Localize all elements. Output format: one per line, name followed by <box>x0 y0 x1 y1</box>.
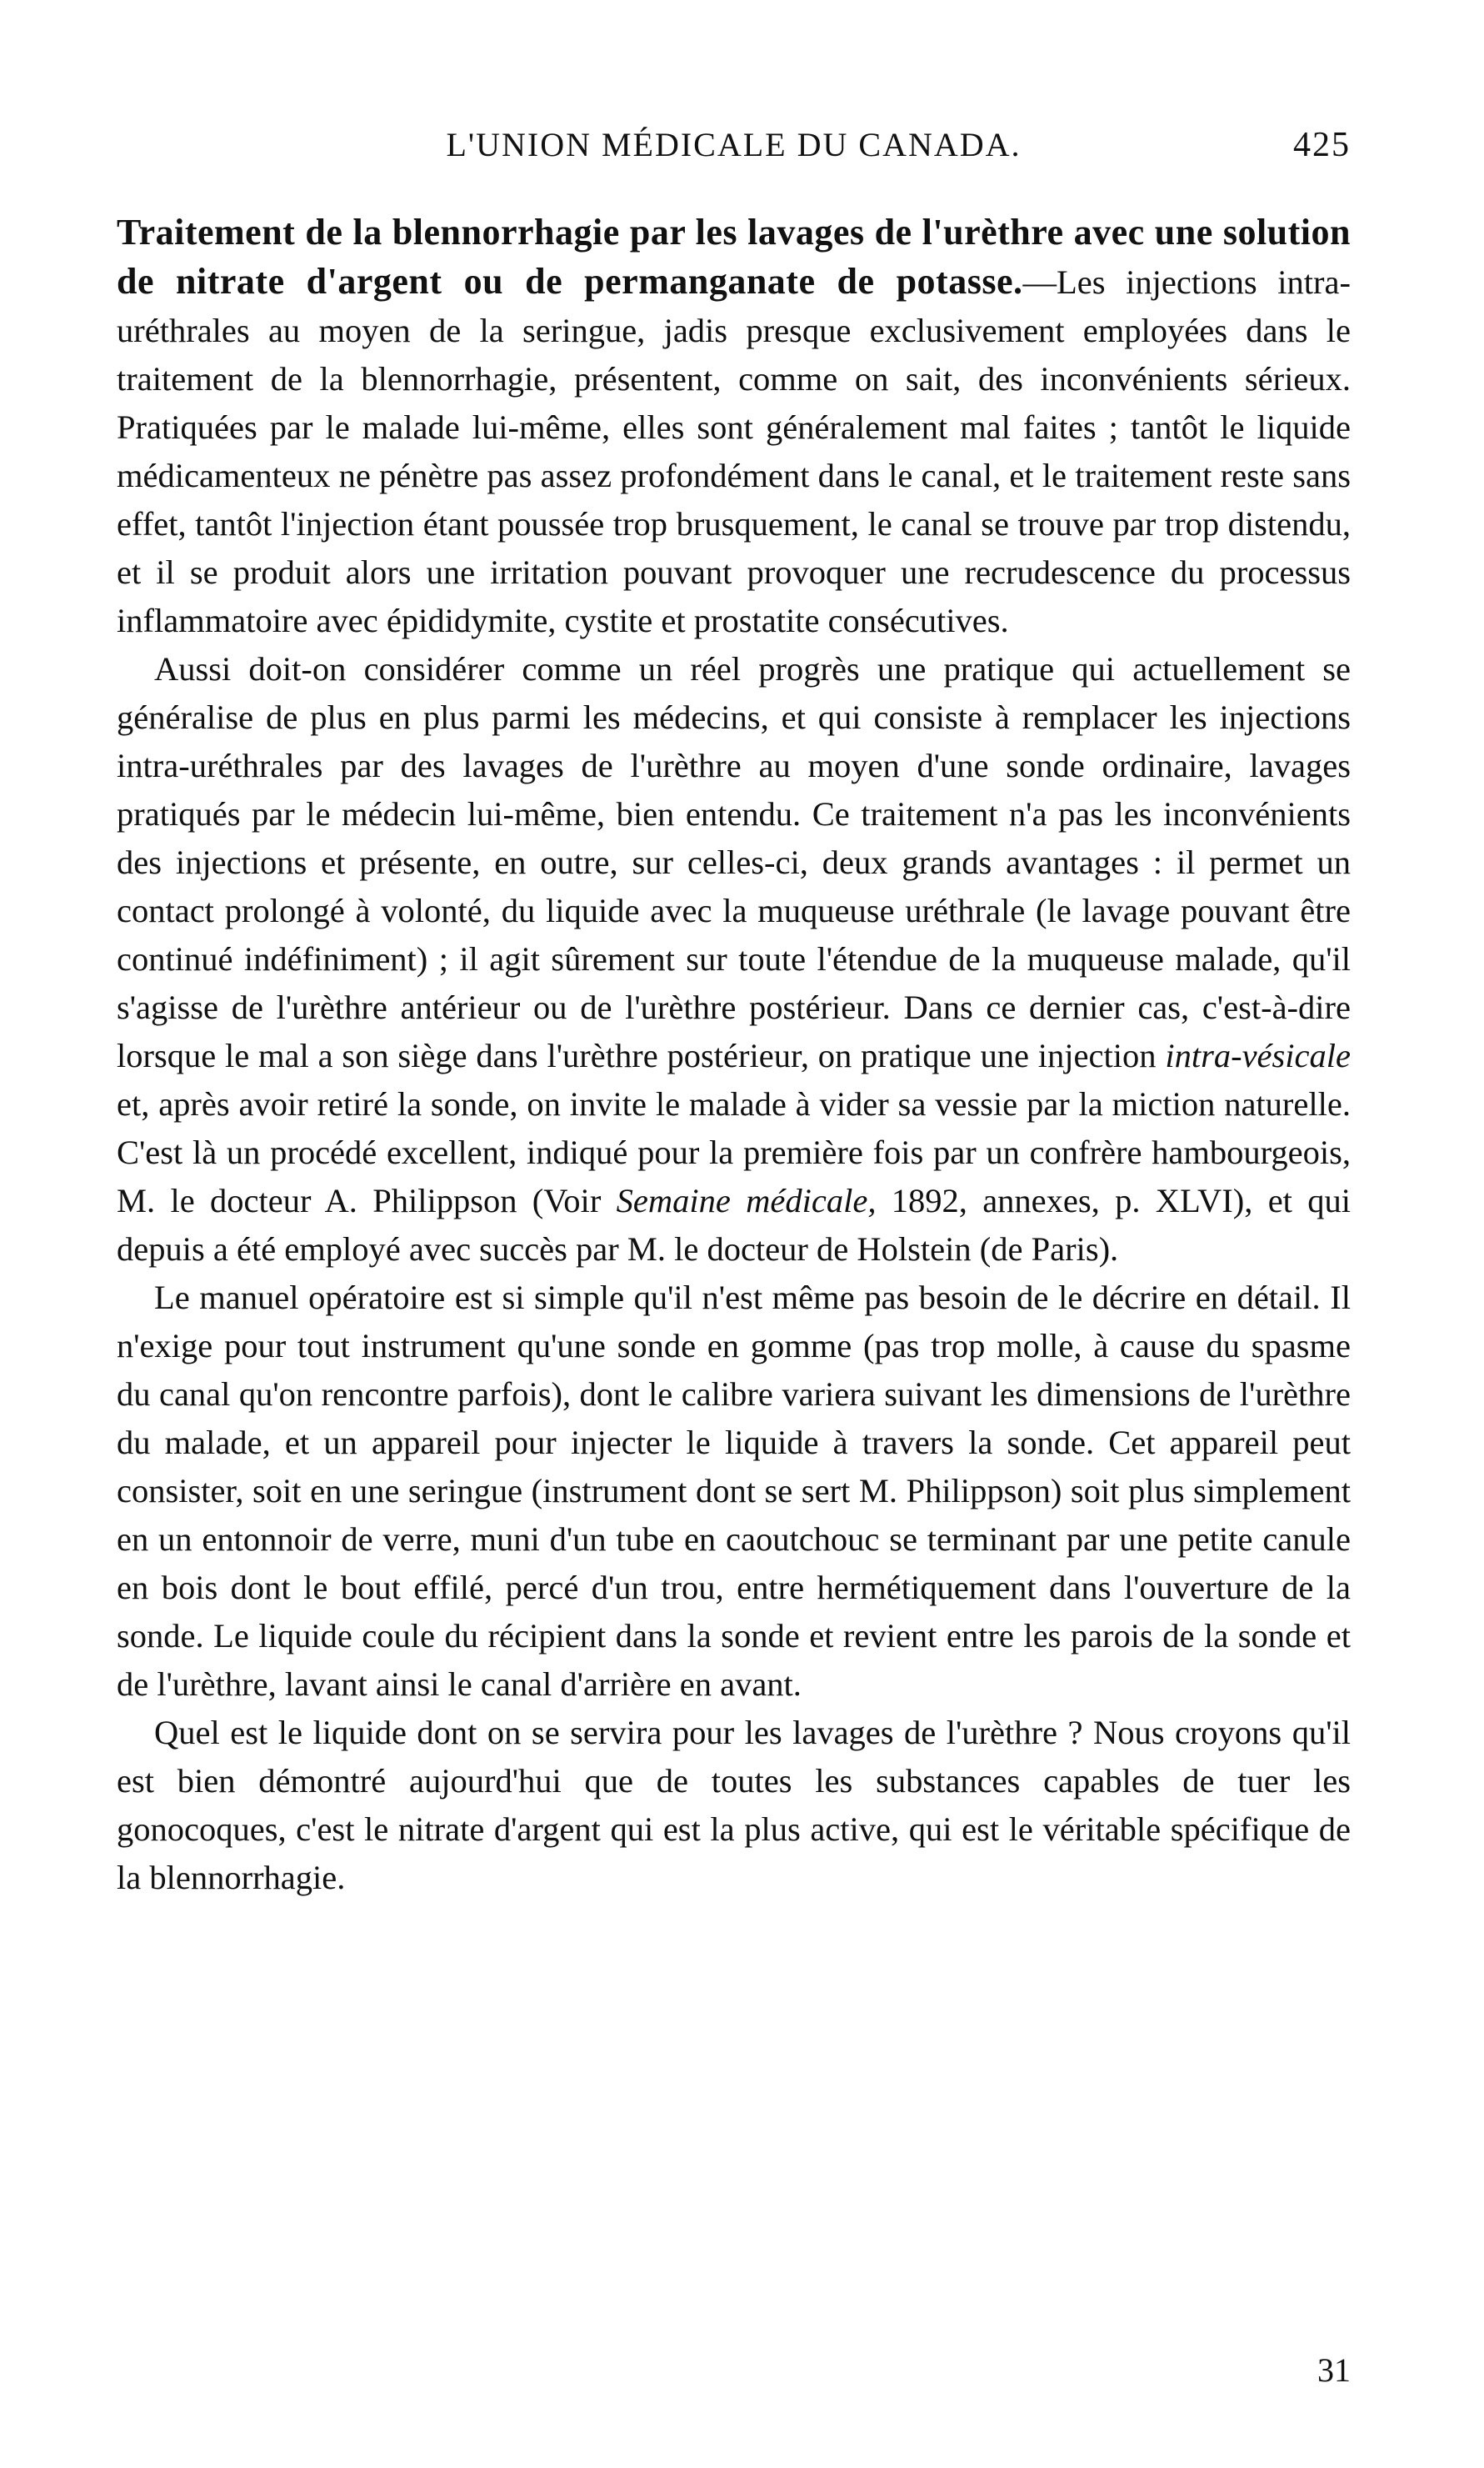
paragraph-3: Le manuel opératoire est si simple qu'il n'est même pas besoin de le décrire en détail. Il n'exige pour tout instrument qu'une sonde en gomme (pas trop molle, à cause du spasme du canal qu'on rencontre parfois), dont le calibre variera suivant les dimensions de l'urèthre du malade, et un appareil pour injecter le liquide à travers la sonde. Cet appareil peut consister, soit en une seringue (instrument dont se sert M. Philippson) soit plus simplement en un entonnoir de verre, muni d'un tube en caoutchouc se terminant par une petite canule en bois dont le bout effilé, percé d'un trou, entre hermétiquement dans l'ouverture de la sonde. Le liquide coule du récipient dans la sonde et revient entre les parois de la sonde et de l'urèthre, lavant ainsi le canal d'arrière en avant. <box>117 1279 1351 1703</box>
article-body <box>117 208 1351 1902</box>
italic-citation: Semaine médicale, <box>616 1182 877 1219</box>
paragraph-4: Quel est le liquide dont on se servira pour les lavages de l'urèthre ? Nous croyons qu'il est bien démontré aujourd'hui que de toutes les substances capables de tuer les gonocoques, c'est le nitrate d'argent qui est la plus active, qui est le véritable spécifique de la blennorrhagie. <box>117 1714 1351 1896</box>
paragraph-2-text-c: 1892, annexes, p. XLVI), et qui depuis a été employé avec succès par M. le docteur de Holstein (de Paris). <box>117 1182 1351 1268</box>
running-title: L'UNION MÉDICALE DU CANADA. <box>446 126 1022 163</box>
signature-mark: 31 <box>1317 2351 1351 2389</box>
italic-term: intra-vésicale <box>1165 1037 1351 1074</box>
paragraph-2 <box>117 645 1351 1274</box>
paragraph-2-text-a: Aussi doit-on considérer comme un réel progrès une pratique qui actuellement se généralise de plus en plus parmi les médecins, et qui consiste à remplacer les injections intra-uréthrales par des lavages de l'urèthre au moyen d'une sonde ordinaire, lavages pratiqués par le médecin lui-même, bien entendu. Ce traitement n'a pas les inconvénients des injections et présente, en outre, sur celles-ci, deux grands avantages : il permet un contact prolongé à volonté, du liquide avec la muqueuse uréthrale (le lavage pouvant être continué indéfiniment) ; il agit sûrement sur toute l'étendue de la muqueuse malade, qu'il s'agisse de l'urèthre antérieur ou de l'urèthre postérieur. Dans ce dernier cas, c'est-à-dire lorsque le mal a son siège dans l'urèthre postérieur, on pratique une injection <box>117 650 1351 1074</box>
paragraph-1 <box>117 208 1351 645</box>
article-title: Traitement de la blennorrhagie par les lavages de l'urèthre avec une solution de nitrate d'argent ou de permanganate de potasse. <box>117 212 1351 302</box>
paragraph-1-text: —Les injections intra-uréthrales au moyen de la seringue, jadis presque exclusivement employées dans le traitement de la blennorrhagie, présentent, comme on sait, des inconvénients sérieux. Pratiquées par le malade lui-même, elles sont généralement mal faites ; tantôt le liquide médicamenteux ne pénètre pas assez profondément dans le canal, et le traitement reste sans effet, tantôt l'injection étant poussée trop brusquement, le canal se trouve par trop distendu, et il se produit alors une irritation pouvant provoquer une recrudescence du processus inflammatoire avec épididymite, cystite et prostatite consécutives. <box>117 263 1352 639</box>
running-head <box>117 125 1351 175</box>
page-number: 425 <box>1293 126 1351 164</box>
paragraph-2-text-b: et, après avoir retiré la sonde, on invite le malade à vider sa vessie par la miction naturelle. C'est là un procédé excellent, indiqué pour la première fois par un confrère hambourgeois, M. le docteur A. Philippson (Voir <box>117 1085 1351 1219</box>
